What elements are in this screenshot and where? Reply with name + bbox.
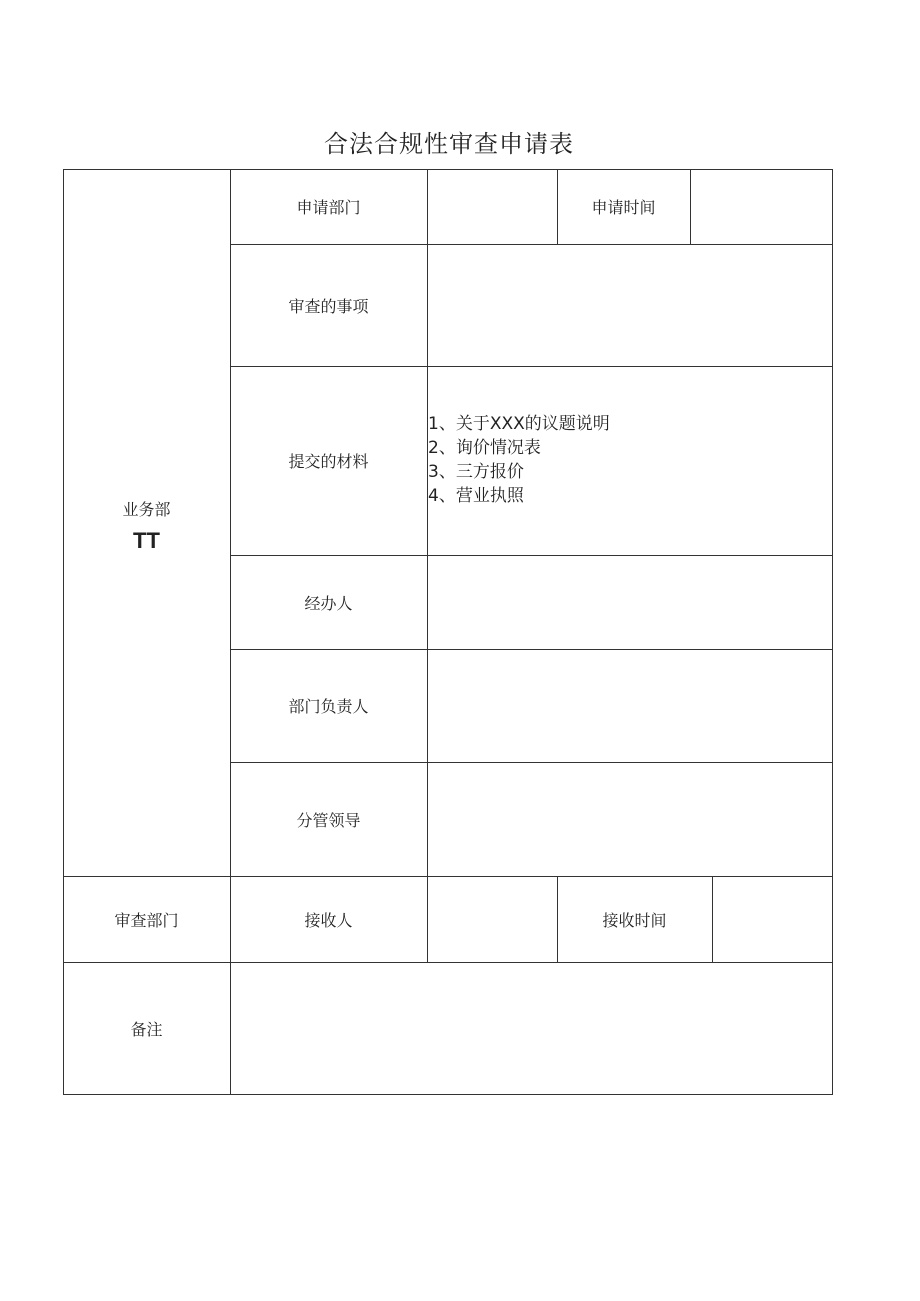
materials-item: 1、关于XXX的议题说明 [428, 414, 610, 434]
table-border-right [832, 169, 833, 1095]
remarks-field[interactable] [230, 962, 832, 1094]
dept-head-label: 部门负责人 [288, 697, 369, 716]
materials-list [428, 412, 610, 508]
handler-field[interactable] [427, 555, 832, 649]
review-dept-label: 审查部门 [114, 910, 179, 930]
materials-item: 2、询价情况表 [428, 438, 541, 458]
form-title: 合法合规性审查申请表 [324, 130, 574, 158]
handler-label: 经办人 [304, 593, 353, 613]
business-dept-cell [63, 497, 230, 554]
receive-time-label: 接收时间 [602, 910, 667, 930]
receiver-field[interactable] [427, 876, 557, 962]
leader-label: 分管领导 [296, 810, 361, 830]
apply-time-label: 申请时间 [591, 198, 656, 217]
review-matter-label: 审查的事项 [288, 296, 369, 316]
receiver-label: 接收人 [304, 910, 353, 930]
materials-item: 4、营业执照 [428, 486, 524, 506]
materials-item: 3、三方报价 [428, 462, 524, 482]
materials-label: 提交的材料 [288, 452, 369, 471]
business-dept-label: 业务部 [122, 500, 171, 519]
apply-dept-label: 申请部门 [296, 198, 361, 217]
apply-time-field[interactable] [690, 169, 832, 244]
review-matter-field[interactable] [427, 244, 832, 366]
receive-time-field[interactable] [712, 876, 832, 962]
leader-field[interactable] [427, 762, 832, 876]
remarks-label: 备注 [130, 1019, 163, 1039]
table-border-bottom [63, 1094, 833, 1095]
apply-dept-field[interactable] [427, 169, 557, 244]
dept-head-field[interactable] [427, 649, 832, 762]
business-dept-mark: TT [133, 528, 160, 553]
